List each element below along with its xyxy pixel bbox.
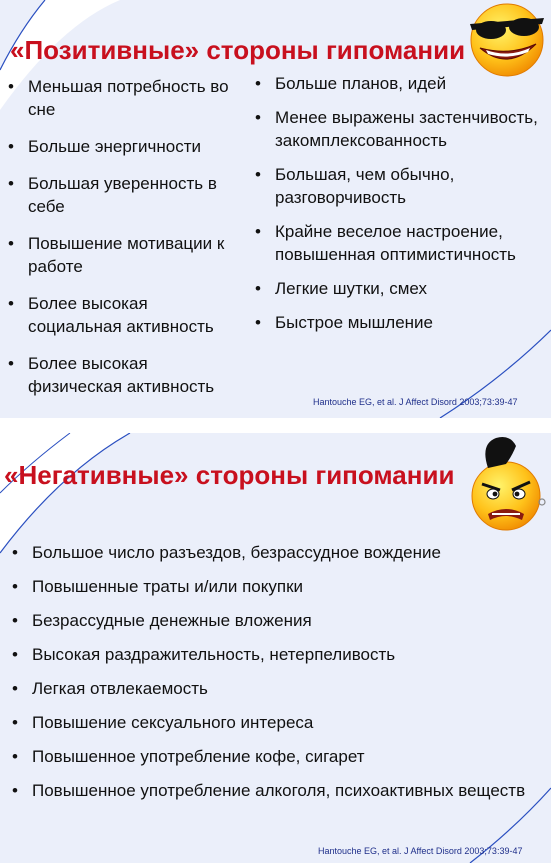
- citation: Hantouche EG, et al. J Affect Disord 2003;73:39-47: [313, 397, 518, 407]
- list-item: • Крайне веселое настроение, повышенная оптимистичность: [253, 220, 543, 266]
- list-item: • Меньшая потребность во сне: [6, 75, 246, 121]
- list-item: • Менее выражены застенчивость, закомплексованность: [253, 106, 543, 152]
- list-item: • Высокая раздражительность, нетерпеливость: [10, 643, 535, 666]
- list-item: • Более высокая физическая активность: [6, 352, 246, 398]
- positive-list-right: [253, 72, 543, 345]
- list-item: • Более высокая социальная активность: [6, 292, 246, 338]
- list-item: • Повышение сексуального интереса: [10, 711, 535, 734]
- list-item: • Повышенное употребление кофе, сигарет: [10, 745, 535, 768]
- list-item: • Большая уверенность в себе: [6, 172, 246, 218]
- list-item: • Больше планов, идей: [253, 72, 543, 95]
- positive-slide: [0, 0, 551, 418]
- list-item: • Быстрое мышление: [253, 311, 543, 334]
- list-item: • Больше энергичности: [6, 135, 246, 158]
- negative-slide: [0, 433, 551, 863]
- list-item: • Повышенное употребление алкоголя, психоактивных веществ: [10, 779, 535, 802]
- slide-title: «Позитивные» стороны гипомании: [10, 35, 466, 65]
- list-item: • Повышенные траты и/или покупки: [10, 575, 535, 598]
- list-item: • Большая, чем обычно, разговорчивость: [253, 163, 543, 209]
- list-item: • Легкая отвлекаемость: [10, 677, 535, 700]
- angry-punk-smiley-icon: [466, 434, 550, 534]
- list-item: • Повышение мотивации к работе: [6, 232, 246, 278]
- list-item: • Легкие шутки, смех: [253, 277, 543, 300]
- citation: Hantouche EG, et al. J Affect Disord 2003;73:39-47: [318, 846, 523, 856]
- sunglasses-smiley-icon: [464, 0, 550, 78]
- list-item: • Большое число разъездов, безрассудное вождение: [10, 541, 535, 564]
- list-item: • Безрассудные денежные вложения: [10, 609, 535, 632]
- slide-title: «Негативные» стороны гипомании: [4, 460, 455, 490]
- positive-list-left: [6, 75, 246, 412]
- negative-list: [10, 541, 535, 813]
